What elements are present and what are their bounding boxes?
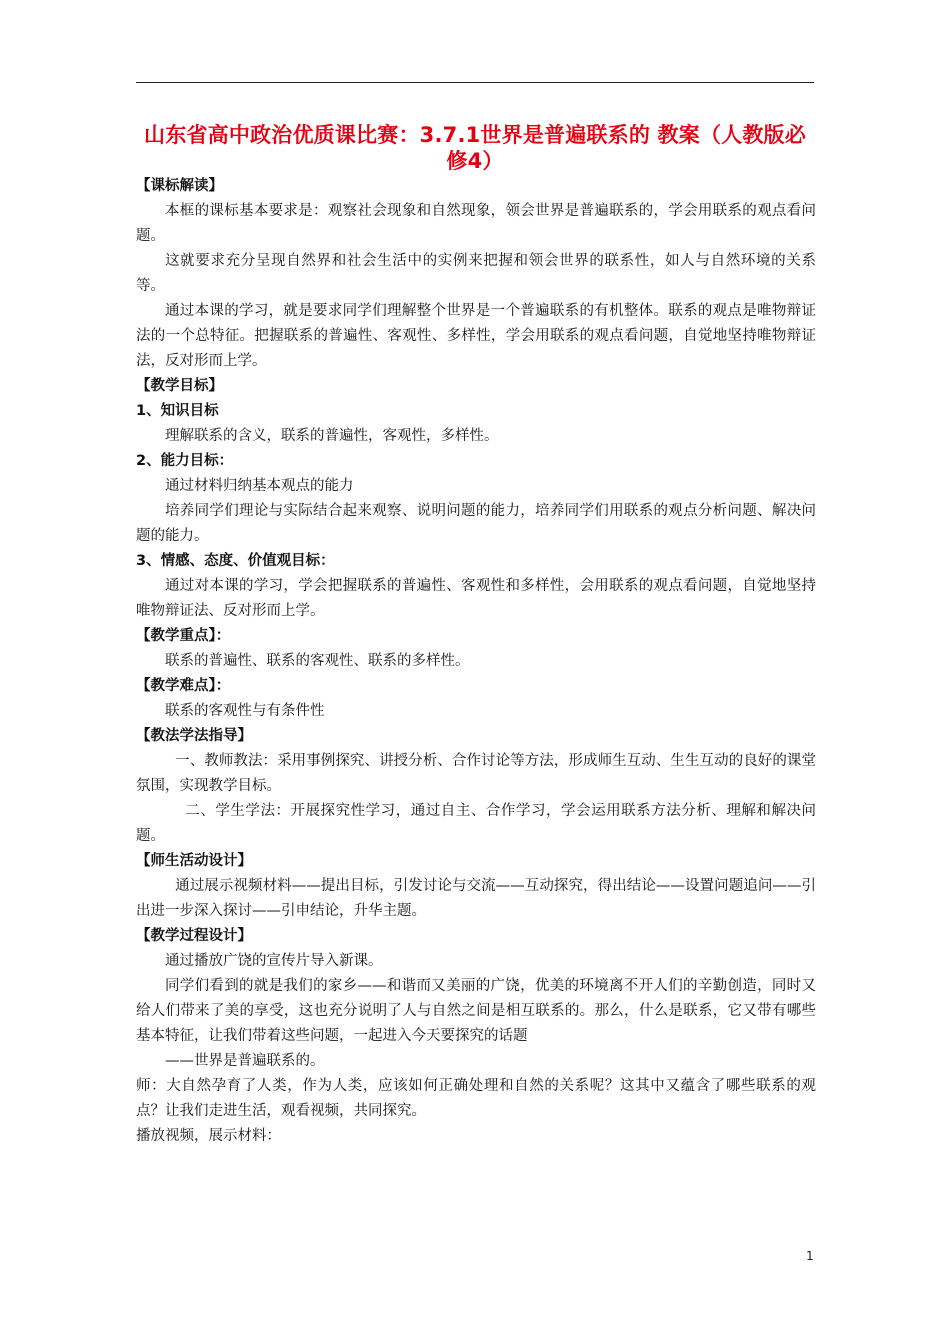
- paragraph: 通过本课的学习，就是要求同学们理解整个世界是一个普遍联系的有机整体。联系的观点是唯物辩证法的一个总特征。把握联系的普遍性、客观性、多样性，学会用联系的观点看问题，自觉地坚持唯物辩证法，反对形而上学。: [136, 303, 816, 369]
- section-heading-kebiao: 【课标解读】: [136, 178, 223, 194]
- section-heading-zhongdian: 【教学重点】：: [136, 628, 231, 644]
- header-rule: [136, 82, 814, 83]
- paragraph: 通过材料归纳基本观点的能力: [165, 478, 354, 494]
- paragraph: 培养同学们理论与实际结合起来观察、说明问题的能力，培养同学们用联系的观点分析问题、解决问题的能力。: [136, 503, 816, 544]
- subheading-qinggan: 3、情感、态度、价值观目标：: [136, 553, 335, 569]
- subheading-nengli: 2、能力目标：: [136, 453, 234, 469]
- paragraph: 联系的客观性与有条件性: [165, 703, 325, 719]
- section-heading-jiaofa: 【教法学法指导】: [136, 728, 252, 744]
- document-body: [136, 174, 816, 1149]
- paragraph: 通过对本课的学习，学会把握联系的普遍性、客观性和多样性，会用联系的观点看问题，自觉地坚持唯物辩证法、反对形而上学。: [136, 578, 816, 619]
- paragraph: 二、学生学法：开展探究性学习，通过自主、合作学习，学会运用联系方法分析、理解和解决问题。: [136, 803, 816, 844]
- section-heading-huodong: 【师生活动设计】: [136, 853, 252, 869]
- subheading-zhishi: 1、知识目标: [136, 403, 219, 419]
- paragraph: 通过展示视频材料——提出目标，引发讨论与交流——互动探究，得出结论——设置问题追问——引出进一步深入探讨——引申结论，升华主题。: [136, 878, 816, 919]
- document-title: 山东省高中政治优质课比赛：3.7.1世界是普遍联系的 教案（人教版必修4）: [144, 123, 806, 173]
- paragraph: 通过播放广饶的宣传片导入新课。: [165, 953, 383, 969]
- paragraph: 本框的课标基本要求是：观察社会现象和自然现象，领会世界是普遍联系的，学会用联系的观点看问题。: [136, 203, 816, 244]
- paragraph: 播放视频，展示材料：: [136, 1128, 281, 1144]
- section-heading-mubiao: 【教学目标】: [136, 378, 223, 394]
- paragraph: 师：大自然孕育了人类，作为人类，应该如何正确处理和自然的关系呢？这其中又蕴含了哪些联系的观点？让我们走进生活，观看视频，共同探究。: [136, 1078, 816, 1119]
- paragraph: ——世界是普遍联系的。: [165, 1053, 325, 1069]
- paragraph: 联系的普遍性、联系的客观性、联系的多样性。: [165, 653, 470, 669]
- page-number: 1: [806, 1249, 814, 1263]
- paragraph: 同学们看到的就是我们的家乡——和谐而又美丽的广饶，优美的环境离不开人们的辛勤创造，同时又给人们带来了美的享受，这也充分说明了人与自然之间是相互联系的。那么，什么是联系，它又带有哪些基本特征，让我们带着这些问题，一起进入今天要探究的话题: [136, 978, 816, 1044]
- paragraph: 这就要求充分呈现自然界和社会生活中的实例来把握和领会世界的联系性，如人与自然环境的关系等。: [136, 253, 816, 294]
- paragraph: 一、教师教法：采用事例探究、讲授分析、合作讨论等方法，形成师生互动、生生互动的良好的课堂氛围，实现教学目标。: [136, 753, 816, 794]
- section-heading-nandian: 【教学难点】：: [136, 678, 231, 694]
- section-heading-guocheng: 【教学过程设计】: [136, 928, 252, 944]
- paragraph: 理解联系的含义，联系的普遍性，客观性，多样性。: [165, 428, 499, 444]
